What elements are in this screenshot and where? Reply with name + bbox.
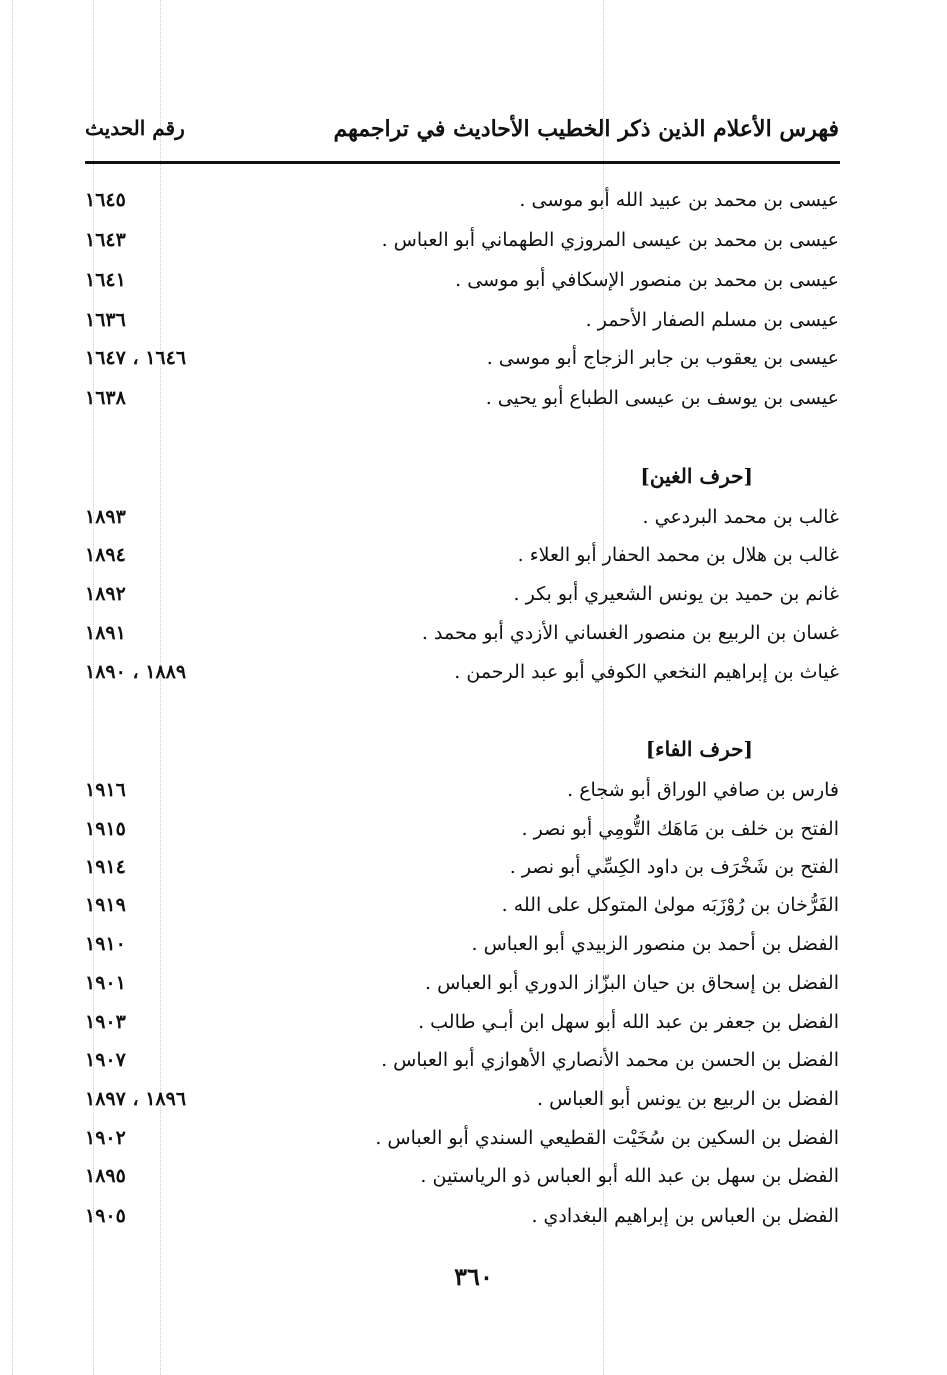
entry-name: عيسى بن يعقوب بن جابر الزجاج أبو موسى . [486,347,839,369]
index-entry [85,1199,839,1233]
entry-number: ١٩٠٢ [85,1127,126,1149]
entry-name: الفضل بن السكين بن سُخَيْت القطيعي السندي أبو العباس . [375,1127,839,1149]
index-entry [85,577,839,611]
entry-name: الفضل بن العباس بن إبراهيم البغدادي . [531,1205,839,1227]
index-entry [85,655,839,689]
index-entry [85,1159,839,1193]
column-label: رقم الحديث [85,116,185,140]
entry-name: الفضل بن الحسن بن محمد الأنصاري الأهوازي أبو العباس . [381,1049,839,1071]
entry-number: ١٩٠١ [85,972,126,994]
entry-name: الفتح بن شَخْرَف بن داود الكِسِّي أبو نصر . [509,856,839,878]
entry-number: ١٩١٤ [85,856,126,878]
entry-number: ١٨٩٥ [85,1165,126,1187]
entry-name: الفَرُّخان بن رُوْزَبَه مولىٰ المتوكل على الله . [501,894,839,916]
index-entry [85,812,839,846]
entry-name: الفضل بن أحمد بن منصور الزبيدي أبو العباس . [471,933,839,955]
entry-name: عيسى بن يوسف بن عيسى الطباع أبو يحيى . [485,387,839,409]
entry-number: ١٦٤١ [85,269,126,291]
entry-number: ١٩٠٧ [85,1049,126,1071]
entry-number: ١٨٩١ [85,622,126,644]
entry-name: عيسى بن محمد بن عبيد الله أبو موسى . [519,189,839,211]
entry-name: عيسى بن محمد بن منصور الإسكافي أبو موسى . [455,269,839,291]
entry-name: غالب بن هلال بن محمد الحفار أبو العلاء . [517,544,839,566]
entry-number: ١٦٤٦ ، ١٦٤٧ [85,347,187,369]
index-entry [85,1082,839,1116]
entry-name: عيسى بن مسلم الصفار الأحمر . [585,309,839,331]
entry-name: غسان بن الربيع بن منصور الغساني الأزدي أبو محمد . [421,622,839,644]
index-entry [85,966,839,1000]
index-entry [85,773,839,807]
index-entry [85,223,839,257]
index-entry [85,538,839,572]
entry-number: ١٦٤٥ [85,189,126,211]
entry-name: غانم بن حميد بن يونس الشعيري أبو بكر . [513,583,839,605]
index-entry [85,183,839,217]
entry-name: عيسى بن محمد بن عيسى المروزي الطهماني أبو العباس . [381,229,839,251]
page-title: فهرس الأعلام الذين ذكر الخطيب الأحاديث في تراجمهم [333,116,839,142]
entry-number: ١٩١٦ [85,779,126,801]
entry-name: الفتح بن خلف بن مَاهَك التُّومِي أبو نصر . [521,818,839,840]
index-entry [85,500,839,534]
index-entry [85,1121,839,1155]
entry-number: ١٨٩٦ ، ١٨٩٧ [85,1088,187,1110]
entry-number: ١٦٣٦ [85,309,126,331]
entry-name: الفضل بن جعفر بن عبد الله أبو سهل ابن أبـي طالب . [418,1011,839,1033]
index-entry [85,381,839,415]
index-entry [85,850,839,884]
page-number: ٣٦٠ [454,1262,493,1291]
entry-number: ١٩٠٣ [85,1011,126,1033]
entry-number: ١٦٤٣ [85,229,126,251]
index-entry [85,927,839,961]
entry-number: ١٩١٥ [85,818,126,840]
entry-name: فارس بن صافي الوراق أبو شجاع . [567,779,839,801]
section-heading-fa: [حرف الفاء] [645,737,753,761]
entry-number: ١٨٩٢ [85,583,126,605]
entry-number: ١٩١٠ [85,933,126,955]
entry-number: ١٩١٩ [85,894,126,916]
index-entry [85,888,839,922]
entry-number: ١٨٩٣ [85,506,126,528]
entry-number: ١٨٩٤ [85,544,126,566]
index-entry [85,616,839,650]
index-entry [85,263,839,297]
section-heading-ghain: [حرف الغين] [640,464,753,488]
index-entry [85,1043,839,1077]
scan-artifact-line [12,0,13,1375]
entry-name: غالب بن محمد البردعي . [642,506,839,528]
header-rule [85,161,840,164]
entry-name: الفضل بن الربيع بن يونس أبو العباس . [537,1088,839,1110]
entry-name: غياث بن إبراهيم النخعي الكوفي أبو عبد الرحمن . [454,661,839,683]
entry-number: ١٩٠٥ [85,1205,126,1227]
entry-name: الفضل بن سهل بن عبد الله أبو العباس ذو الرياستين . [420,1165,839,1187]
index-entry [85,341,839,375]
index-entry [85,1005,839,1039]
index-entry [85,303,839,337]
entry-number: ١٨٨٩ ، ١٨٩٠ [85,661,187,683]
entry-name: الفضل بن إسحاق بن حيان البزّاز الدوري أبو العباس . [425,972,839,994]
entry-number: ١٦٣٨ [85,387,126,409]
page-header [85,116,839,150]
